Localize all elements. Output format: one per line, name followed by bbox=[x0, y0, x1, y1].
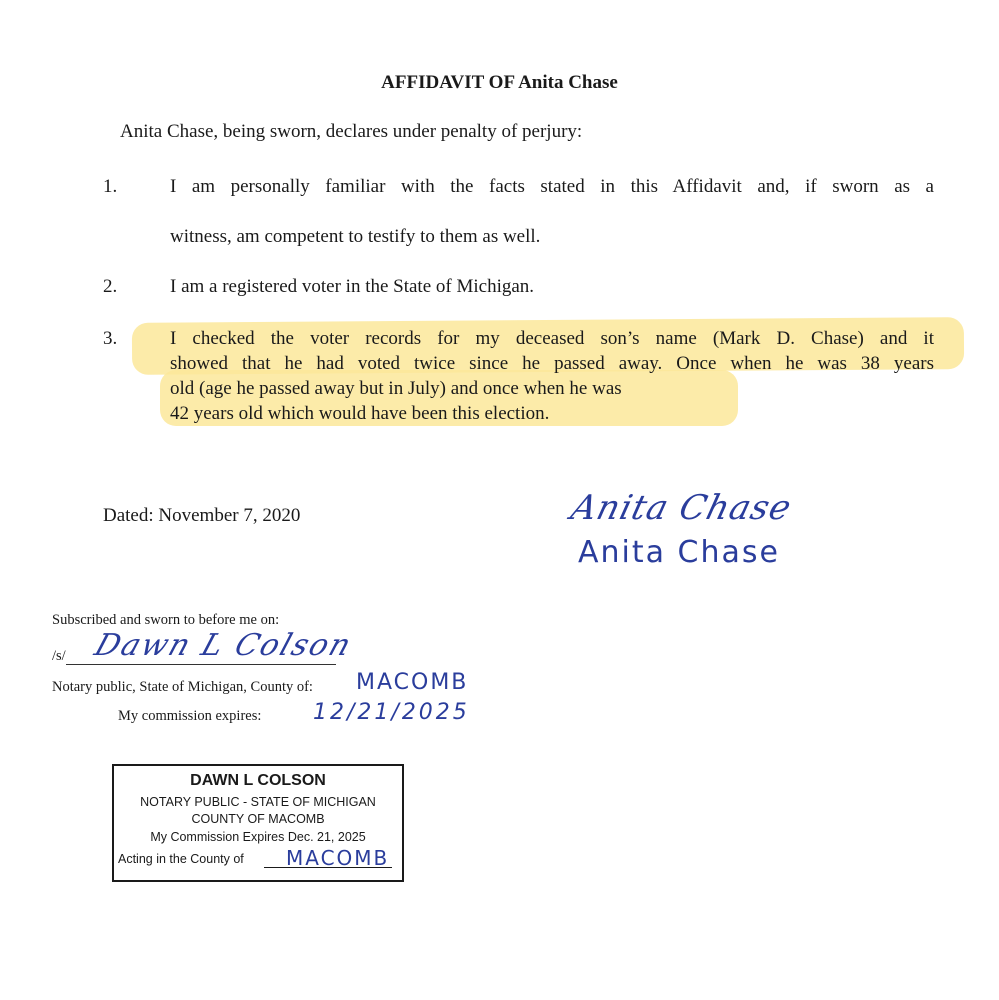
notary-signature-line bbox=[66, 664, 336, 665]
notary-county-label: Notary public, State of Michigan, County of: bbox=[52, 679, 313, 695]
affiant-signature-printed: Anita Chase bbox=[578, 535, 780, 570]
stamp-acting-county-handwritten: MACOMB bbox=[286, 846, 390, 870]
item-1-line-2: witness, am competent to testify to them as well. bbox=[170, 226, 541, 247]
signature-prefix: /s/ bbox=[52, 648, 66, 664]
item-3-line-3: old (age he passed away but in July) and once when he was bbox=[170, 378, 622, 399]
item-3-line-2: showed that he had voted twice since he passed away. Once when he was 38 years bbox=[170, 353, 934, 374]
item-3-line-4: 42 years old which would have been this election. bbox=[170, 403, 550, 424]
subscribed-label: Subscribed and sworn to before me on: bbox=[52, 612, 280, 628]
commission-expires-handwritten: 12/21/2025 bbox=[313, 700, 470, 725]
item-number-3: 3. bbox=[103, 328, 118, 349]
item-2-line-1: I am a registered voter in the State of Michigan. bbox=[170, 276, 535, 297]
document-title: AFFIDAVIT OF Anita Chase bbox=[381, 72, 618, 93]
notary-county-handwritten: MACOMB bbox=[356, 670, 469, 695]
stamp-commission-expiry: My Commission Expires Dec. 21, 2025 bbox=[150, 830, 366, 844]
affiant-signature-cursive: Anita Chase bbox=[567, 488, 796, 528]
stamp-county: COUNTY OF MACOMB bbox=[191, 812, 325, 826]
notary-signature: Dawn L Colson bbox=[90, 628, 358, 663]
item-number-1: 1. bbox=[103, 176, 118, 197]
dated-line: Dated: November 7, 2020 bbox=[103, 505, 301, 526]
stamp-acting-label: Acting in the County of bbox=[118, 852, 244, 866]
notary-stamp bbox=[112, 764, 404, 882]
item-1-line-1: I am personally familiar with the facts stated in this Affidavit and, if sworn as a bbox=[170, 176, 934, 197]
item-number-2: 2. bbox=[103, 276, 118, 297]
item-3-line-1: I checked the voter records for my deceased son’s name (Mark D. Chase) and it bbox=[170, 328, 934, 349]
intro-statement: Anita Chase, being sworn, declares under penalty of perjury: bbox=[120, 121, 583, 142]
stamp-notary-name: DAWN L COLSON bbox=[190, 772, 326, 789]
stamp-notary-title: NOTARY PUBLIC - STATE OF MICHIGAN bbox=[140, 795, 376, 809]
commission-expires-label: My commission expires: bbox=[118, 708, 262, 724]
